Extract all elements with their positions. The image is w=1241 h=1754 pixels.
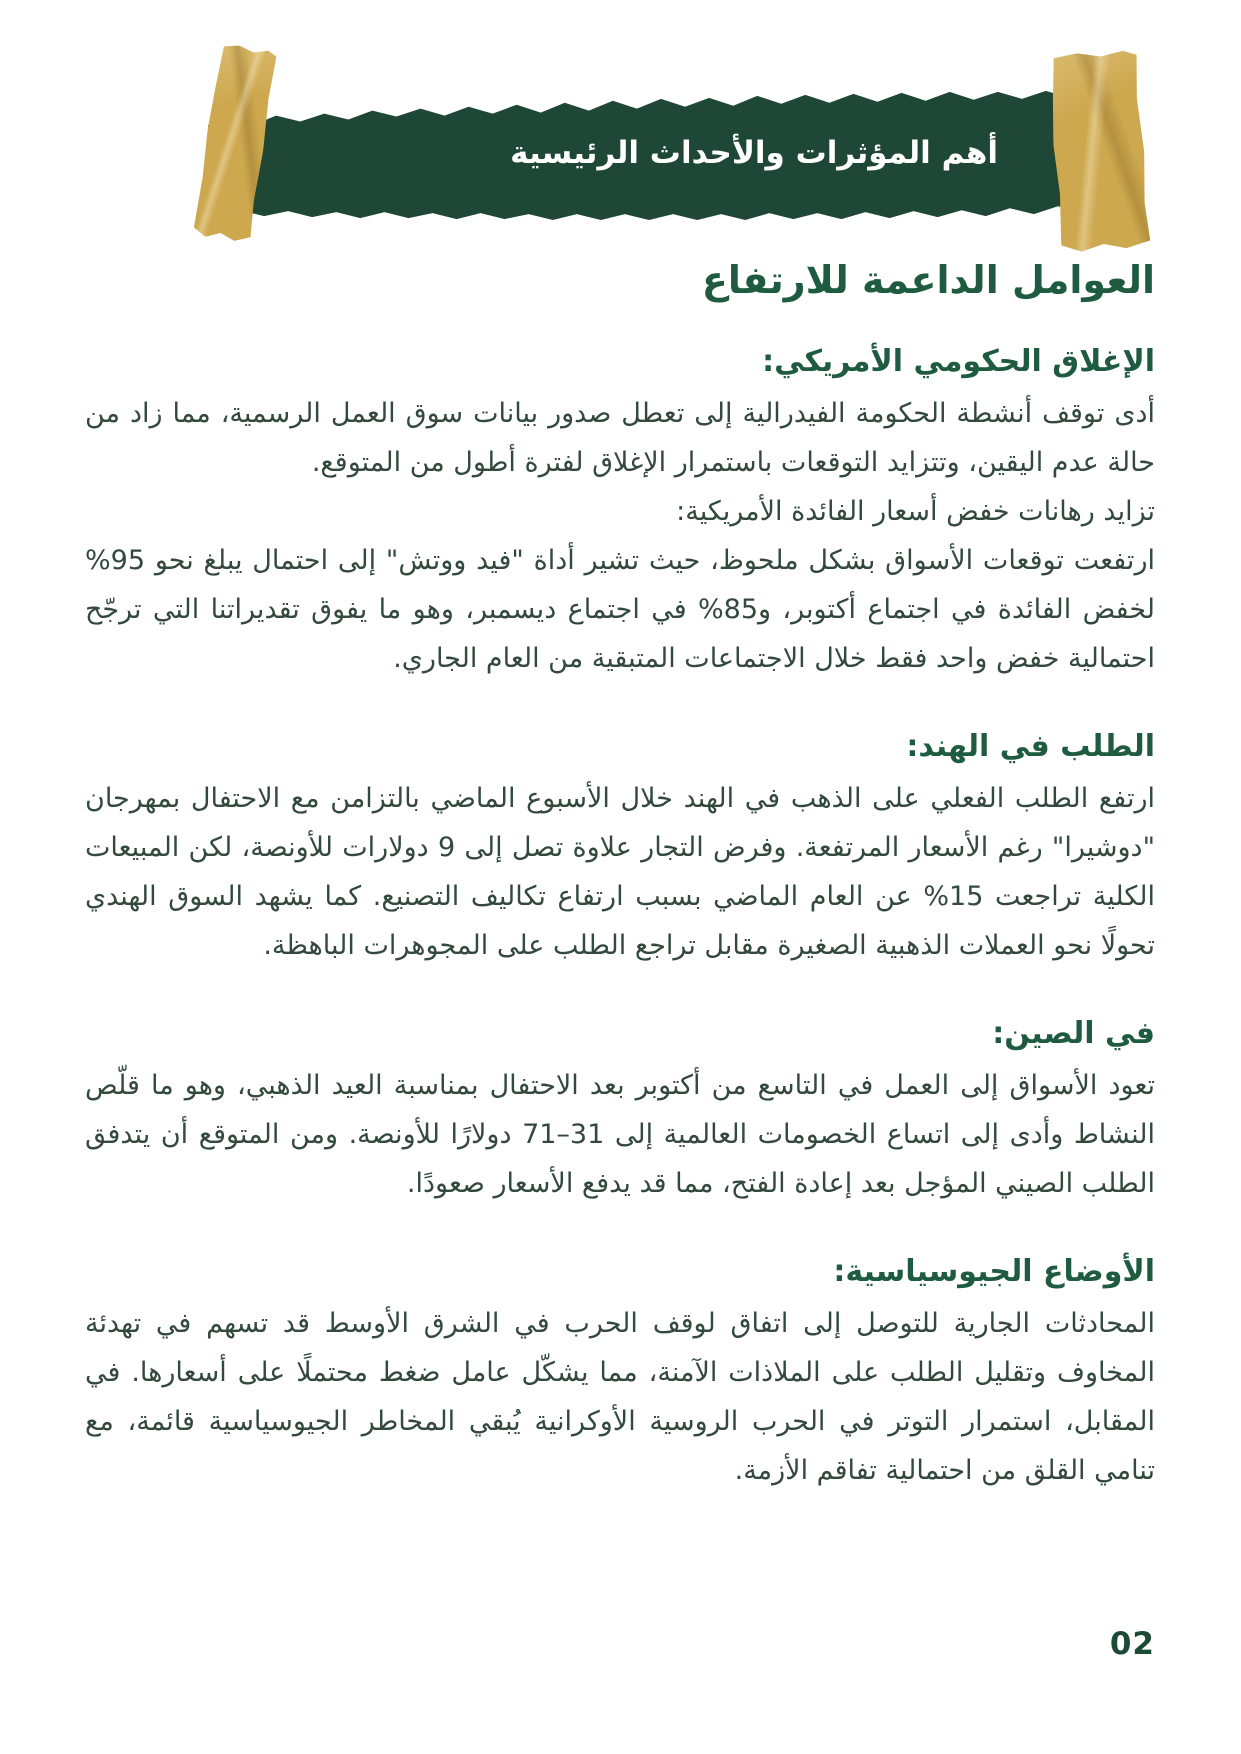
section-geopolitics [85,1254,1155,1495]
paragraph: ارتفعت توقعات الأسواق بشكل ملحوظ، حيث تشير أداة "فيد ووتش" إلى احتمال يبلغ نحو 95% لخفض الفائدة في اجتماع أكتوبر، و85% في اجتماع ديسمبر، وهو ما يفوق تقديراتنا التي ترجّح احتمالية خفض واحد فقط خلال الاجتماعات المتبقية من العام الجاري. [85,545,1155,674]
page-content [85,258,1155,1541]
section-us-government-shutdown [85,344,1155,683]
paragraph: ارتفع الطلب الفعلي على الذهب في الهند خلال الأسبوع الماضي بالتزامن مع الاحتفال بمهرجان "دوشيرا" رغم الأسعار المرتفعة. وفرض التجار علاوة تصل إلى 9 دولارات للأونصة، لكن المبيعات الكلية تراجعت 15% عن العام الماضي بسبب ارتفاع تكاليف التصنيع. كما يشهد السوق الهندي تحولًا نحو العملات الذهبية الصغيرة مقابل تراجع الطلب على المجوهرات الباهظة. [85,783,1155,961]
section-heading-us-shutdown: الإغلاق الحكومي الأمريكي: [762,344,1155,379]
section-heading-india-demand: الطلب في الهند: [906,729,1155,764]
paragraph: المحادثات الجارية للتوصل إلى اتفاق لوقف الحرب في الشرق الأوسط قد تسهم في تهدئة المخاوف وتقليل الطلب على الملاذات الآمنة، مما يشكّل عامل ضغط محتملًا على أسعارها. في المقابل، استمرار التوتر في الحرب الروسية الأوكرانية يُبقي المخاطر الجيوسياسية قائمة، مع تنامي القلق من احتمالية تفاقم الأزمة. [85,1308,1155,1486]
paragraph: تزايد رهانات خفض أسعار الفائدة الأمريكية: [676,496,1155,527]
page-number: 02 [1109,1626,1155,1662]
tape-right-decoration [1046,49,1151,253]
banner-title: أهم المؤثرات والأحداث الرئيسية [510,135,998,171]
section-heading-geopolitics: الأوضاع الجيوسياسية: [833,1254,1155,1289]
paragraph: أدى توقف أنشطة الحكومة الفيدرالية إلى تعطل صدور بيانات سوق العمل الرسمية، مما زاد من حالة عدم اليقين، وتتزايد التوقعات باستمرار الإغلاق لفترة أطول من المتوقع. [85,398,1155,478]
section-india-demand [85,729,1155,970]
main-title: العوامل الداعمة للارتفاع [701,258,1155,302]
section-heading-china: في الصين: [992,1016,1155,1051]
paragraph: تعود الأسواق إلى العمل في التاسع من أكتوبر بعد الاحتفال بمناسبة العيد الذهبي، وهو ما قلّص النشاط وأدى إلى اتساع الخصومات العالمية إلى 31–71 دولارًا للأونصة. ومن المتوقع أن يتدفق الطلب الصيني المؤجل بعد إعادة الفتح، مما قد يدفع الأسعار صعودًا. [85,1070,1155,1199]
section-china [85,1016,1155,1208]
page-banner [208,86,1090,224]
